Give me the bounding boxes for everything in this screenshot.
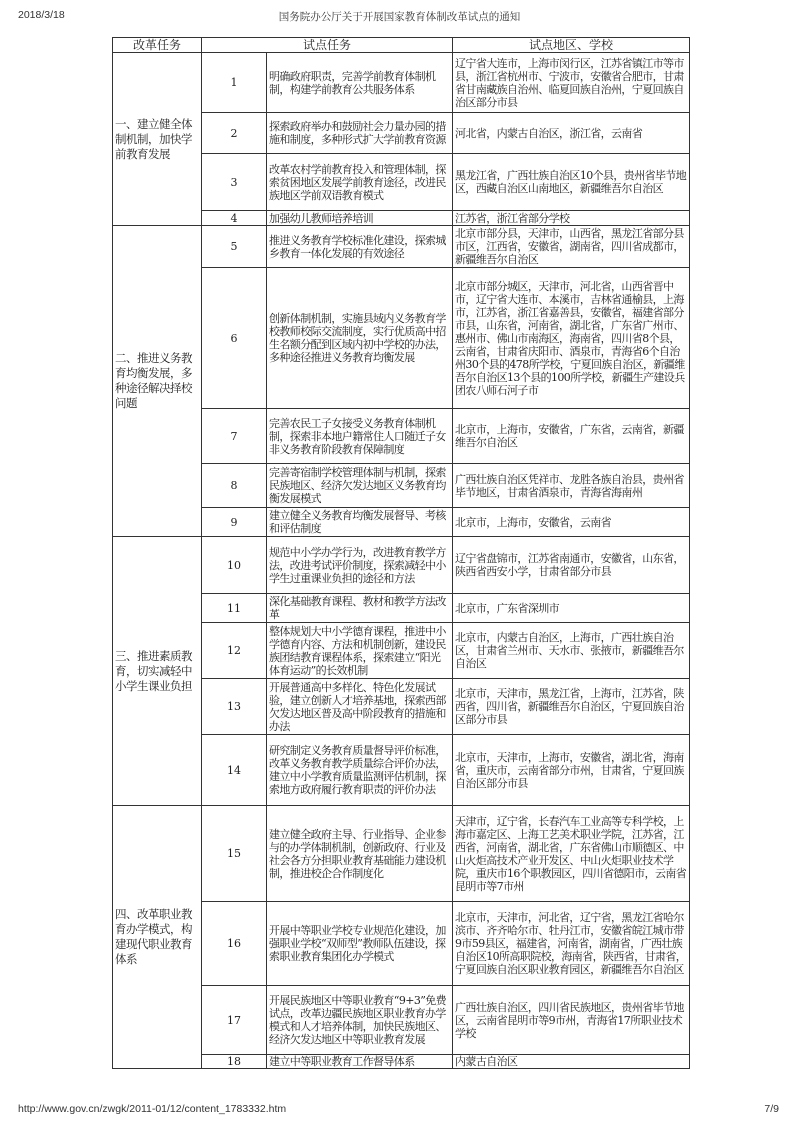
- row-number: 18: [202, 1055, 267, 1069]
- table-row: [113, 226, 690, 268]
- pilot-task: 深化基础教育课程、教材和教学方法改革: [267, 594, 453, 623]
- row-number: 15: [202, 806, 267, 902]
- pilot-area: 河北省，内蒙古自治区，浙江省，云南省: [453, 113, 690, 154]
- row-number: 1: [202, 53, 267, 113]
- pilot-area: 辽宁省大连市，上海市闵行区，江苏省镇江市等市县，浙江省杭州市、宁波市，安徽省合肥市，甘肃省甘南藏族自治州、临夏回族自治州，宁夏回族自治区部分市县: [453, 53, 690, 113]
- pilot-area: 黑龙江省，广西壮族自治区10个县，贵州省毕节地区，西藏自治区山南地区，新疆维吾尔自治区: [453, 154, 690, 211]
- pilot-area: 内蒙古自治区: [453, 1055, 690, 1069]
- row-number: 5: [202, 226, 267, 268]
- row-number: 10: [202, 537, 267, 594]
- pilot-task: 研究制定义务教育质量督导评价标准，改革义务教育教学质量综合评价办法，建立中小学教育质量监测评估机制，探索地方政府履行教育职责的评价办法: [267, 735, 453, 806]
- pilot-area: 江苏省，浙江省部分学校: [453, 211, 690, 226]
- table-header-row: [113, 38, 690, 53]
- row-number: 14: [202, 735, 267, 806]
- pilot-task: 改革农村学前教育投入和管理体制，探索贫困地区发展学前教育途径，改进民族地区学前双语教育模式: [267, 154, 453, 211]
- row-number: 13: [202, 679, 267, 735]
- pilot-area: 北京市，上海市，安徽省，广东省，云南省，新疆维吾尔自治区: [453, 409, 690, 464]
- col-header-task: 改革任务: [113, 38, 202, 53]
- header-title: 国务院办公厅关于开展国家教育体制改革试点的通知: [278, 11, 521, 23]
- pilot-task: 建立健全政府主导、行业指导、企业参与的办学体制机制，创新政府、行业及社会各方分担职业教育基础能力建设机制，推进校企合作制度化: [267, 806, 453, 902]
- pilot-area: 广西壮族自治区，四川省民族地区，贵州省毕节地区，云南省昆明市等9市州，青海省17所职业技术学校: [453, 986, 690, 1055]
- reform-task-1: 一、建立健全体制机制，加快学前教育发展: [113, 53, 202, 226]
- pilot-task: 整体规划大中小学德育课程，推进中小学德育内容、方法和机制创新，建设民族团结教育课程体系，探索建立“阳光体育运动”的长效机制: [267, 623, 453, 679]
- pilot-task: 建立中等职业教育工作督导体系: [267, 1055, 453, 1069]
- pilot-area: 北京市，上海市，安徽省，云南省: [453, 508, 690, 537]
- pilot-task: 完善寄宿制学校管理体制与机制，探索民族地区、经济欠发达地区义务教育均衡发展模式: [267, 464, 453, 508]
- pilot-task: 建立健全义务教育均衡发展督导、考核和评估制度: [267, 508, 453, 537]
- reform-pilot-table: [112, 37, 690, 1069]
- row-number: 2: [202, 113, 267, 154]
- pilot-task: 开展中等职业学校专业规范化建设，加强职业学校“双师型”教师队伍建设，探索职业教育集团化办学模式: [267, 902, 453, 986]
- table-row: [113, 806, 690, 902]
- reform-task-3: 三、推进素质教育，切实减轻中小学生课业负担: [113, 537, 202, 806]
- pilot-task: 完善农民工子女接受义务教育体制机制，探索非本地户籍常住人口随迁子女非义务教育阶段教育保障制度: [267, 409, 453, 464]
- pilot-task: 创新体制机制，实施县域内义务教育学校教师校际交流制度，实行优质高中招生名额分配到区域内初中学校的办法，多种途径推进义务教育均衡发展: [267, 268, 453, 409]
- pilot-area: 北京市部分城区，天津市，河北省，山西省晋中市，辽宁省大连市、本溪市，吉林省通榆县，上海市，江苏省，浙江省嘉善县，安徽省，福建省部分市县，山东省，河南省，湖北省，广东省广州市、惠州市、佛山市南海区，海南省，四川省8个县，云南省，甘肃省庆阳市、酒泉市，青海省6个自治州30个县的478所学校，宁夏回族自治区，新疆维吾尔自治区13个县的100所学校，新疆生产建设兵团农八师石河子市: [453, 268, 690, 409]
- pilot-area: 天津市，辽宁省，长春汽车工业高等专科学校，上海市嘉定区、上海工艺美术职业学院，江苏省，江西省，河南省，湖北省，广东省佛山市顺德区、中山火炬高技术产业开发区、中山火炬职业技术学院，重庆市16个职教园区，四川省德阳市，云南省昆明市等7市州: [453, 806, 690, 902]
- row-number: 9: [202, 508, 267, 537]
- row-number: 16: [202, 902, 267, 986]
- pilot-task: 推进义务教育学校标准化建设，探索城乡教育一体化发展的有效途径: [267, 226, 453, 268]
- table-row: [113, 537, 690, 594]
- row-number: 11: [202, 594, 267, 623]
- header-date: 2018/3/18: [18, 9, 65, 21]
- footer-url: http://www.gov.cn/zwgk/2011-01/12/content_1783332.htm: [18, 1103, 287, 1115]
- row-number: 7: [202, 409, 267, 464]
- pilot-area: 广西壮族自治区凭祥市、龙胜各族自治县，贵州省毕节地区，甘肃省酒泉市，青海省海南州: [453, 464, 690, 508]
- reform-task-2: 二、推进义务教育均衡发展，多种途径解决择校问题: [113, 226, 202, 537]
- pilot-task: 明确政府职责，完善学前教育体制机制，构建学前教育公共服务体系: [267, 53, 453, 113]
- footer-page-number: 7/9: [764, 1103, 779, 1115]
- col-header-pilot-task: 试点任务: [202, 38, 453, 53]
- pilot-area: 北京市，天津市，河北省，辽宁省，黑龙江省哈尔滨市、齐齐哈尔市、牡丹江市，安徽省皖江城市带9市59县区，福建省，河南省，湖南省，广西壮族自治区10所高职院校，海南省，陕西省，甘肃省，宁夏回族自治区职业教育园区，新疆维吾尔自治区: [453, 902, 690, 986]
- pilot-task: 开展民族地区中等职业教育“9+3”免费试点，改革边疆民族地区职业教育办学模式和人才培养体制，加快民族地区、经济欠发达地区中等职业教育发展: [267, 986, 453, 1055]
- pilot-area: 北京市，内蒙古自治区，上海市，广西壮族自治区，甘肃省兰州市、天水市、张掖市，新疆维吾尔自治区: [453, 623, 690, 679]
- pilot-task: 规范中小学办学行为，改进教育教学方法，改进考试评价制度，探索减轻中小学生过重课业负担的途径和方法: [267, 537, 453, 594]
- pilot-area: 北京市，广东省深圳市: [453, 594, 690, 623]
- row-number: 12: [202, 623, 267, 679]
- pilot-task: 加强幼儿教师培养培训: [267, 211, 453, 226]
- pilot-task: 开展普通高中多样化、特色化发展试验，建立创新人才培养基地，探索西部欠发达地区普及高中阶段教育的措施和办法: [267, 679, 453, 735]
- pilot-area: 北京市，天津市，上海市，安徽省，湖北省，海南省，重庆市，云南省部分市州，甘肃省，宁夏回族自治区部分市县: [453, 735, 690, 806]
- row-number: 6: [202, 268, 267, 409]
- pilot-area: 辽宁省盘锦市，江苏省南通市，安徽省，山东省，陕西省西安小学，甘肃省部分市县: [453, 537, 690, 594]
- table-row: [113, 53, 690, 113]
- pilot-area: 北京市，天津市，黑龙江省，上海市，江苏省，陕西省，四川省，新疆维吾尔自治区，宁夏回族自治区部分市县: [453, 679, 690, 735]
- pilot-task: 探索政府举办和鼓励社会力量办园的措施和制度，多种形式扩大学前教育资源: [267, 113, 453, 154]
- pilot-area: 北京市部分县，天津市，山西省，黑龙江省部分县市区，江西省，安徽省，湖南省，四川省成都市，新疆维吾尔自治区: [453, 226, 690, 268]
- reform-task-4: 四、改革职业教育办学模式，构建现代职业教育体系: [113, 806, 202, 1069]
- row-number: 17: [202, 986, 267, 1055]
- col-header-area: 试点地区、学校: [453, 38, 690, 53]
- row-number: 4: [202, 211, 267, 226]
- row-number: 3: [202, 154, 267, 211]
- row-number: 8: [202, 464, 267, 508]
